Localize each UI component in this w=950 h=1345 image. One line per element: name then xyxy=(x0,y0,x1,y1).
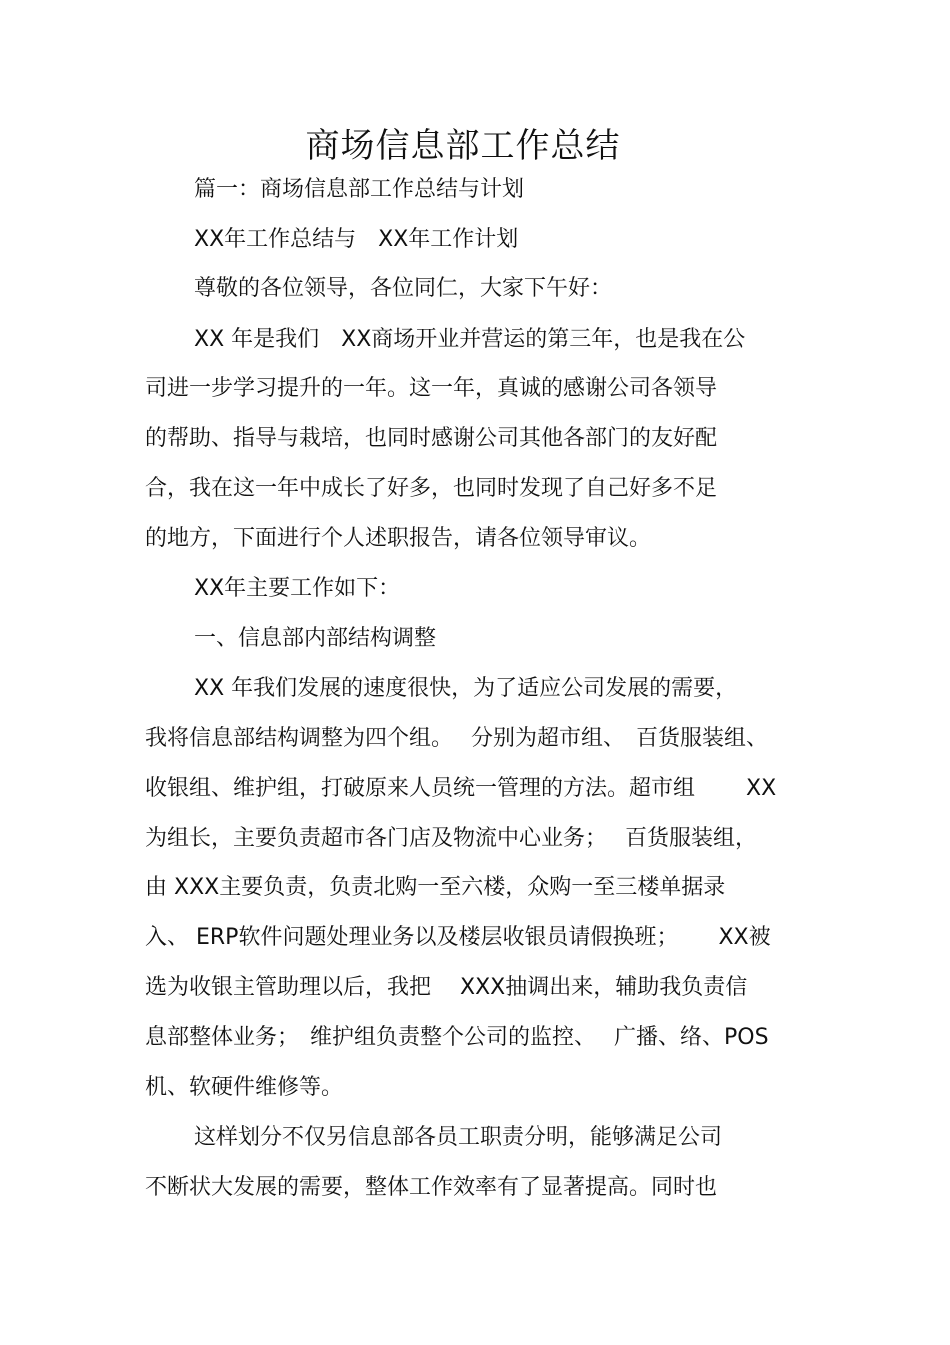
paragraph-line: 由 XXX主要负责，负责北购一至六楼，众购一至三楼单据录 xyxy=(145,875,726,900)
paragraph-line: 的帮助、指导与栽培，也同时感谢公司其他各部门的友好配 xyxy=(145,426,718,451)
paragraph-line: 机、软硬件维修等。 xyxy=(145,1075,344,1100)
paragraph-line: 入、 ERP软件问题处理业务以及楼层收银员请假换班； XX被 xyxy=(145,925,771,950)
paragraph-line: XX 年我们发展的速度很快，为了适应公司发展的需要， xyxy=(194,676,738,701)
paragraph-line: 选为收银主管助理以后，我把 XXX抽调出来，辅助我负责信 xyxy=(145,975,748,1000)
paragraph-line: 司进一步学习提升的一年。这一年，真诚的感谢公司各领导 xyxy=(145,376,718,401)
greeting: 尊敬的各位领导，各位同仁，大家下午好： xyxy=(194,276,613,301)
paragraph-line: 这样划分不仅另信息部各员工职责分明，能够满足公司 xyxy=(194,1125,723,1150)
paragraph-line: 我将信息部结构调整为四个组。 分别为超市组、 百货服装组、 xyxy=(145,726,768,751)
paragraph-line: 为组长，主要负责超市各门店及物流中心业务； 百货服装组， xyxy=(145,826,757,851)
document-title: 商场信息部工作总结 xyxy=(305,126,621,166)
paragraph-line: XX 年是我们 XX商场开业并营运的第三年，也是我在公 xyxy=(194,327,746,352)
paragraph-line: 的地方，下面进行个人述职报告，请各位领导审议。 xyxy=(145,526,652,551)
section-heading: 一、信息部内部结构调整 xyxy=(194,626,437,651)
paragraph-line: 不断状大发展的需要，整体工作效率有了显著提高。同时也 xyxy=(145,1175,718,1200)
paragraph-line: XX年主要工作如下： xyxy=(194,576,401,601)
section-heading: 篇一：商场信息部工作总结与计划 xyxy=(194,177,525,202)
paragraph-line: 收银组、维护组，打破原来人员统一管理的方法。超市组 XX xyxy=(145,776,777,801)
paragraph-line: 合，我在这一年中成长了好多，也同时发现了自己好多不足 xyxy=(145,476,718,501)
subheading: XX年工作总结与 XX年工作计划 xyxy=(194,227,519,252)
paragraph-line: 息部整体业务； 维护组负责整个公司的监控、 广播、络、POS xyxy=(145,1025,769,1050)
